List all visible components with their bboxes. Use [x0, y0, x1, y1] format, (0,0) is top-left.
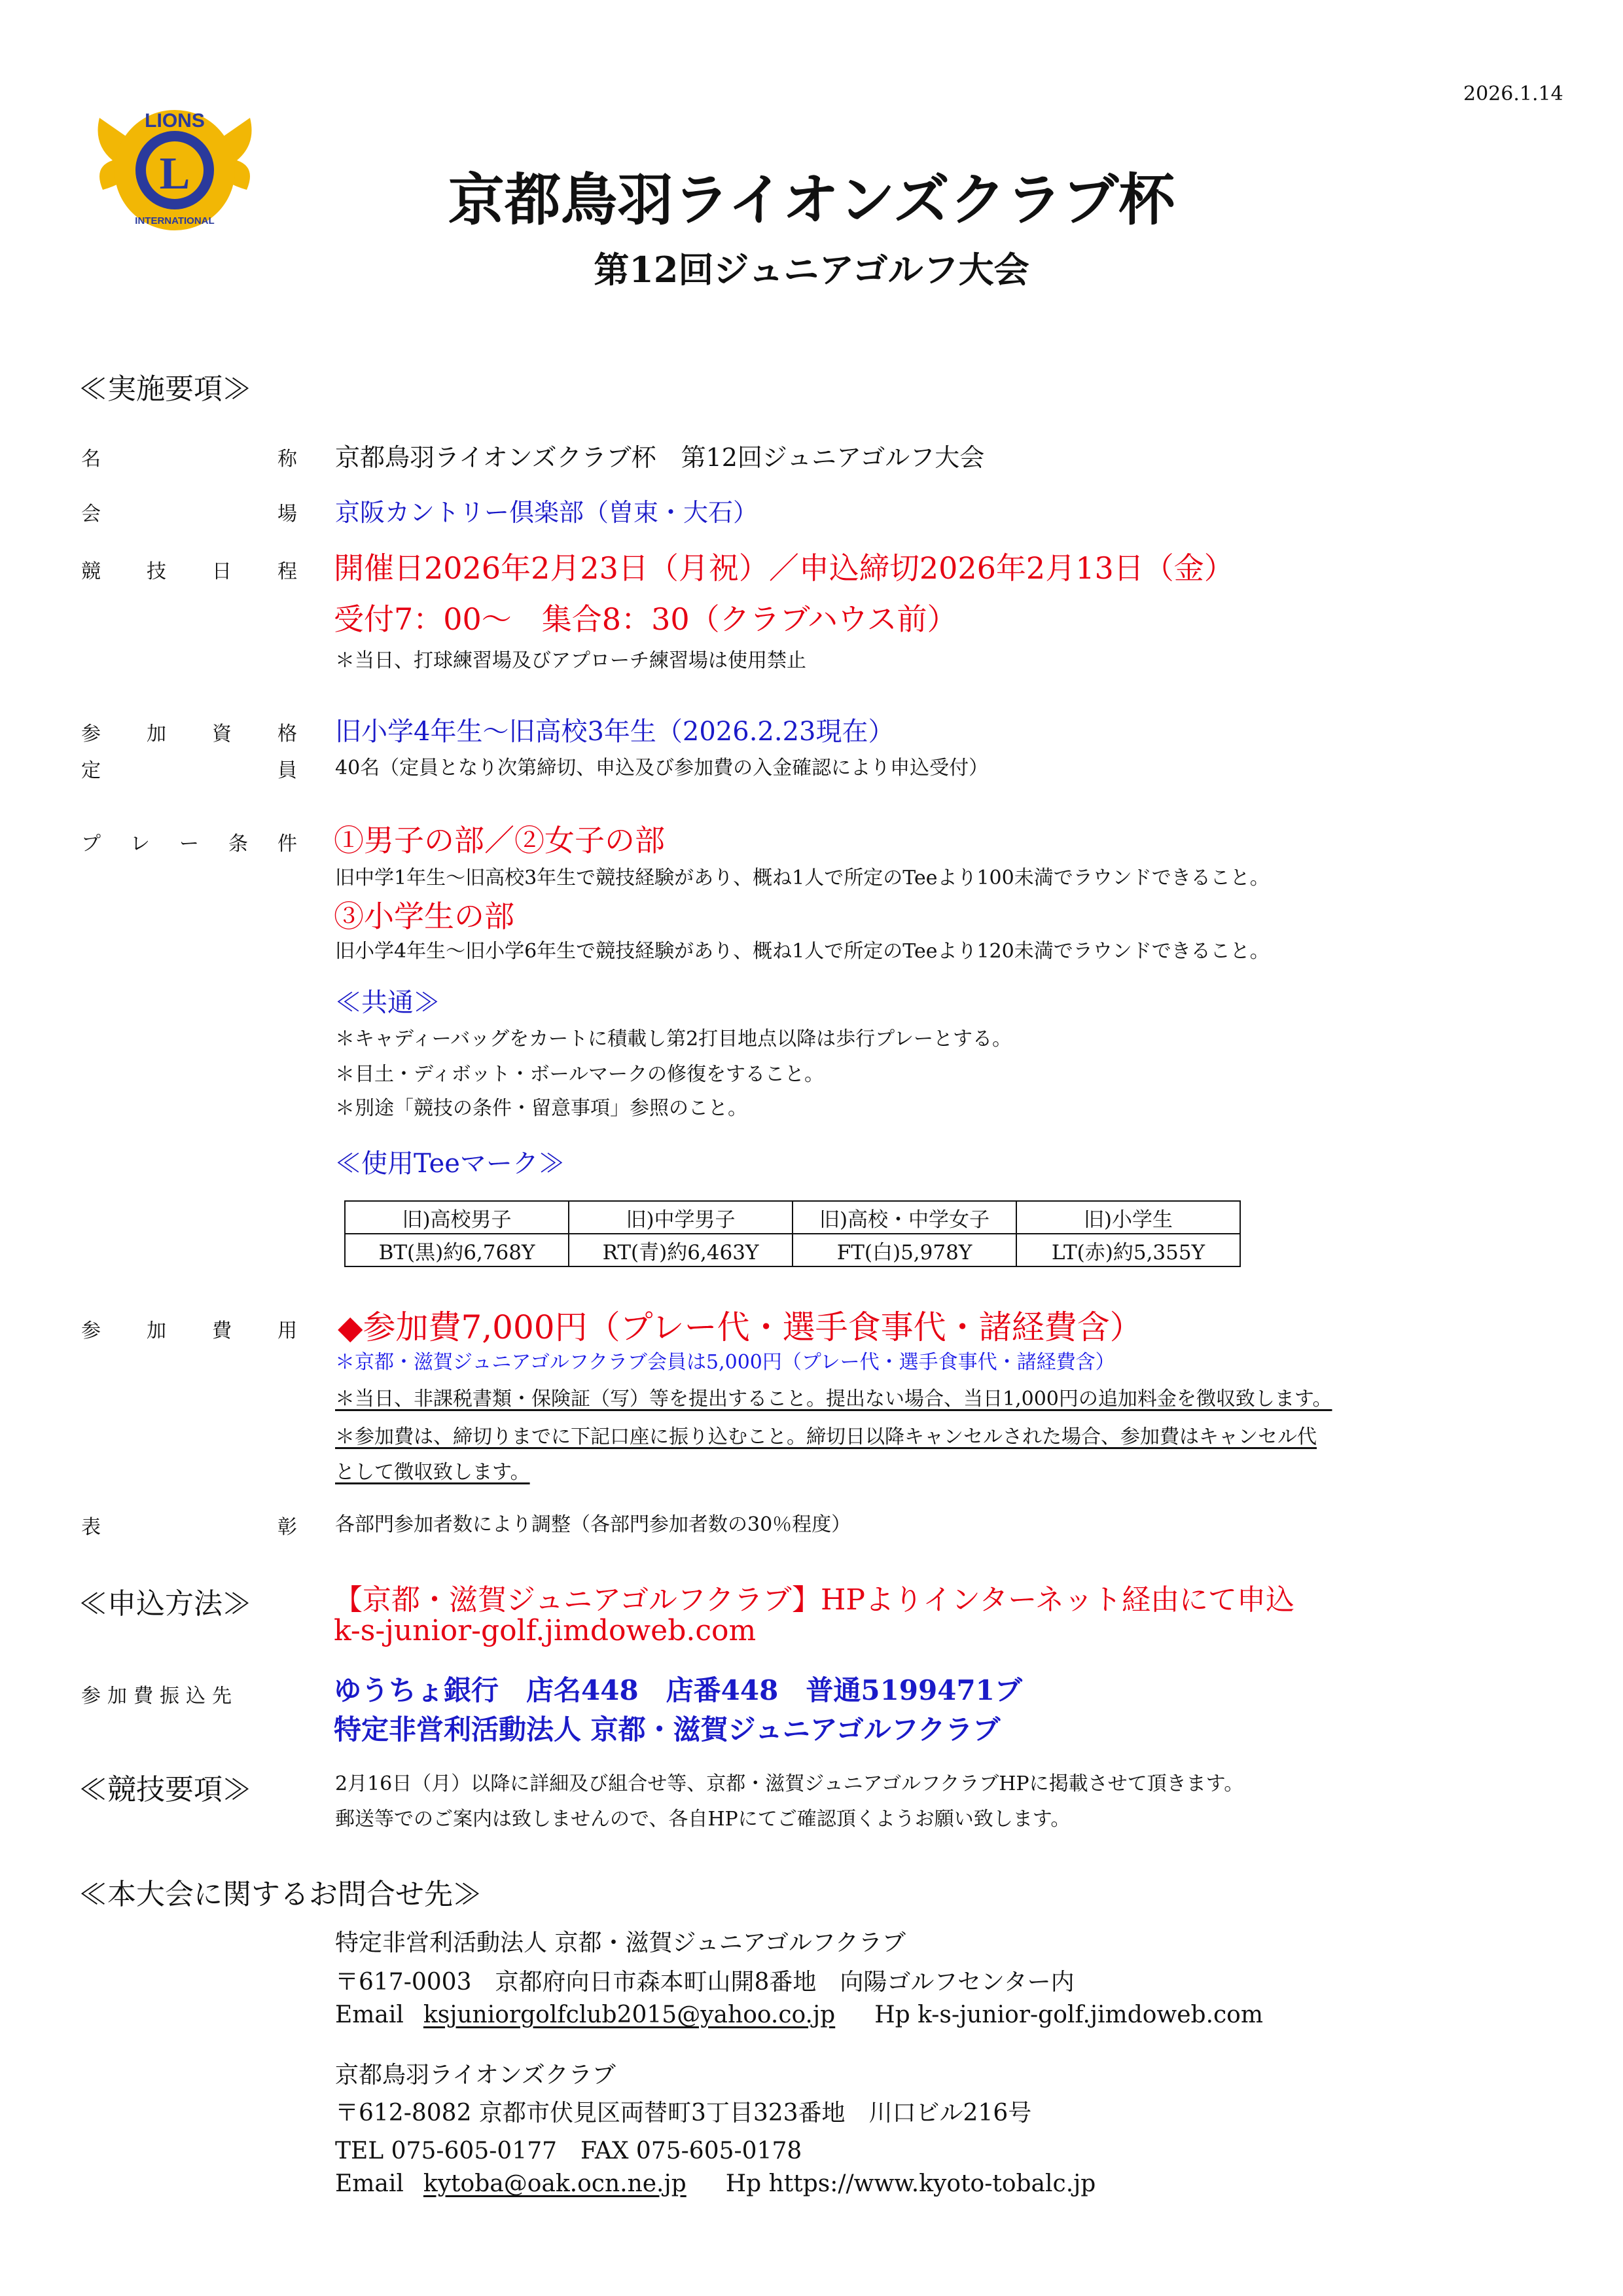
rules-line-1: 2月16日（月）以降に詳細及び組合せ等、京都・滋賀ジュニアゴルフクラブHPに掲載させて頂きます。 [335, 1772, 1244, 1795]
logo-letter: L [159, 149, 190, 199]
capacity-value: 40名（定員となり次第締切、申込及び参加費の入金確認により申込受付） [335, 757, 989, 780]
contact-org1-name: 特定非営利活動法人 京都・滋賀ジュニアゴルフクラブ [335, 1929, 906, 1956]
contact-org2-name: 京都鳥羽ライオンズクラブ [335, 2062, 616, 2089]
label-char: レ [130, 833, 150, 855]
tee-header-cell: 旧)中学男子 [569, 1201, 793, 1234]
eligibility-value: 旧小学4年生～旧高校3年生（2026.2.23現在） [335, 717, 895, 747]
tee-value-cell: LT(赤)約5,355Y [1016, 1234, 1240, 1266]
venue-value: 京阪カントリー倶楽部（曽束・大石） [335, 498, 758, 527]
logo-text-bottom: INTERNATIONAL [135, 215, 215, 226]
label-char: 称 [277, 448, 297, 471]
apply-url[interactable]: k-s-junior-golf.jimdoweb.com [334, 1614, 757, 1647]
label-char: 参 [81, 723, 101, 745]
row-label-schedule [81, 555, 297, 584]
common-heading: ≪共通≫ [335, 988, 440, 1018]
label-char: 費 [212, 1319, 232, 1342]
tee-value-cell: FT(白)5,978Y [793, 1234, 1016, 1266]
division-boys-girls: ①男子の部／②女子の部 [334, 823, 665, 858]
section-outline-heading: ≪実施要項≫ [79, 372, 251, 406]
apply-heading: ≪申込方法≫ [79, 1587, 251, 1621]
document-date: 2026.1.14 [1463, 82, 1563, 105]
label-char: 表 [81, 1516, 101, 1539]
contact-org1-email-link[interactable]: ksjuniorgolfclub2015@yahoo.co.jp [423, 2001, 836, 2028]
row-label-capacity [81, 754, 297, 783]
row-label-fee [81, 1314, 297, 1343]
label-char: 競 [81, 560, 101, 583]
label-char: 日 [212, 560, 232, 583]
contact-org1-email-row [335, 2001, 1263, 2028]
common-rule-3: ＊別途「競技の条件・留意事項」参照のこと。 [335, 1097, 747, 1120]
tee-table-header-row [345, 1201, 1240, 1234]
contact-org2-tel: TEL 075-605-0177 FAX 075-605-0178 [335, 2138, 802, 2164]
email-label: Email [335, 2001, 404, 2028]
label-char: 場 [277, 503, 297, 526]
event-name: 京都鳥羽ライオンズクラブ杯 第12回ジュニアゴルフ大会 [335, 443, 985, 472]
label-char: 加 [147, 1319, 166, 1342]
label-char: ー [179, 833, 199, 855]
apply-method: 【京都・滋賀ジュニアゴルフクラブ】HPよりインターネット経由にて申込 [334, 1583, 1295, 1617]
division-elementary: ③小学生の部 [334, 899, 514, 934]
schedule-times: 受付7：00～ 集合8：30（クラブハウス前） [334, 601, 957, 637]
fee-note-2b: として徴収致します。 [335, 1461, 530, 1484]
row-label-name [81, 442, 297, 471]
email-label: Email [335, 2170, 404, 2197]
tee-header-cell: 旧)高校男子 [345, 1201, 569, 1234]
tee-header-cell: 旧)高校・中学女子 [793, 1201, 1016, 1234]
label-char: 参 [81, 1319, 101, 1342]
label-char: 加 [147, 723, 166, 745]
label-char: 資 [212, 723, 232, 745]
label-char: 用 [277, 1319, 297, 1342]
schedule-dates: 開催日2026年2月23日（月祝）／申込締切2026年2月13日（金） [334, 550, 1234, 586]
payment-label: 参加費振込先 [81, 1685, 238, 1708]
label-char: 会 [81, 503, 101, 526]
page-title: 京都鳥羽ライオンズクラブ杯 [448, 167, 1175, 233]
division-boys-girls-desc: 旧中学1年生～旧高校3年生で競技経験があり、概ね1人で所定のTeeより100未満でラウンドできること。 [335, 867, 1270, 889]
label-char: 件 [277, 833, 297, 855]
row-label-venue [81, 497, 297, 526]
fee-member: ＊京都・滋賀ジュニアゴルフクラブ会員は5,000円（プレー代・選手食事代・諸経費含） [335, 1351, 1115, 1374]
tee-mark-table [344, 1200, 1241, 1267]
row-label-play [81, 827, 297, 856]
contact-org2-hp[interactable]: Hp https://www.kyoto-tobalc.jp [725, 2170, 1096, 2197]
label-char: 定 [81, 759, 101, 782]
tee-mark-heading: ≪使用Teeマーク≫ [335, 1149, 565, 1179]
payment-account-name: 特定非営利活動法人 京都・滋賀ジュニアゴルフクラブ [334, 1713, 1001, 1746]
row-label-award [81, 1511, 297, 1539]
label-char: プ [81, 833, 101, 855]
division-elementary-desc: 旧小学4年生～旧小学6年生で競技経験があり、概ね1人で所定のTeeより120未満でラウンドできること。 [335, 940, 1270, 963]
contact-org2-address: 〒612-8082 京都市伏見区両替町3丁目323番地 川口ビル216号 [335, 2100, 1032, 2126]
fee-main: ◆参加費7,000円（プレー代・選手食事代・諸経費含） [338, 1308, 1143, 1346]
rules-line-2: 郵送等でのご案内は致しませんので、各自HPにてご確認頂くようお願い致します。 [335, 1808, 1071, 1831]
payment-bank: ゆうちょ銀行 店名448 店番448 普通5199471ブ [334, 1674, 1022, 1706]
page-subtitle: 第12回ジュニアゴルフ大会 [594, 249, 1029, 291]
common-rule-2: ＊目土・ディボット・ボールマークの修復をすること。 [335, 1063, 824, 1086]
row-label-eligibility [81, 717, 297, 746]
label-char: 員 [277, 759, 297, 782]
label-char: 格 [277, 723, 297, 745]
common-rule-1: ＊キャディーバッグをカートに積載し第2打目地点以降は歩行プレーとする。 [335, 1028, 1012, 1050]
contact-heading: ≪本大会に関するお問合せ先≫ [79, 1878, 482, 1911]
schedule-note: ＊当日、打球練習場及びアプローチ練習場は使用禁止 [335, 649, 806, 672]
tee-value-cell: BT(黒)約6,768Y [345, 1234, 569, 1266]
contact-org2-email-row [335, 2170, 1096, 2197]
tee-value-cell: RT(青)約6,463Y [569, 1234, 793, 1266]
label-char: 条 [228, 833, 248, 855]
logo-text-top: LIONS [145, 110, 205, 132]
label-char: 名 [81, 448, 101, 471]
tee-table-value-row [345, 1234, 1240, 1266]
fee-note-2a: ＊参加費は、締切りまでに下記口座に振り込むこと。締切日以降キャンセルされた場合、参加費はキャンセル代 [335, 1426, 1317, 1448]
label-char: 彰 [277, 1516, 297, 1539]
rules-heading: ≪競技要項≫ [79, 1773, 251, 1806]
label-char: 程 [277, 560, 297, 583]
contact-org1-address: 〒617-0003 京都府向日市森本町山開8番地 向陽ゴルフセンター内 [335, 1969, 1075, 1996]
contact-org1-hp[interactable]: Hp k-s-junior-golf.jimdoweb.com [874, 2001, 1263, 2028]
award-value: 各部門参加者数により調整（各部門参加者数の30％程度） [335, 1513, 851, 1536]
contact-org2-email-link[interactable]: kytoba@oak.ocn.ne.jp [423, 2170, 687, 2197]
tee-header-cell: 旧)小学生 [1016, 1201, 1240, 1234]
label-char: 技 [147, 560, 166, 583]
fee-note-1: ＊当日、非課税書類・保険証（写）等を提出すること。提出ない場合、当日1,000円の追加料金を徴収致します。 [335, 1388, 1332, 1410]
